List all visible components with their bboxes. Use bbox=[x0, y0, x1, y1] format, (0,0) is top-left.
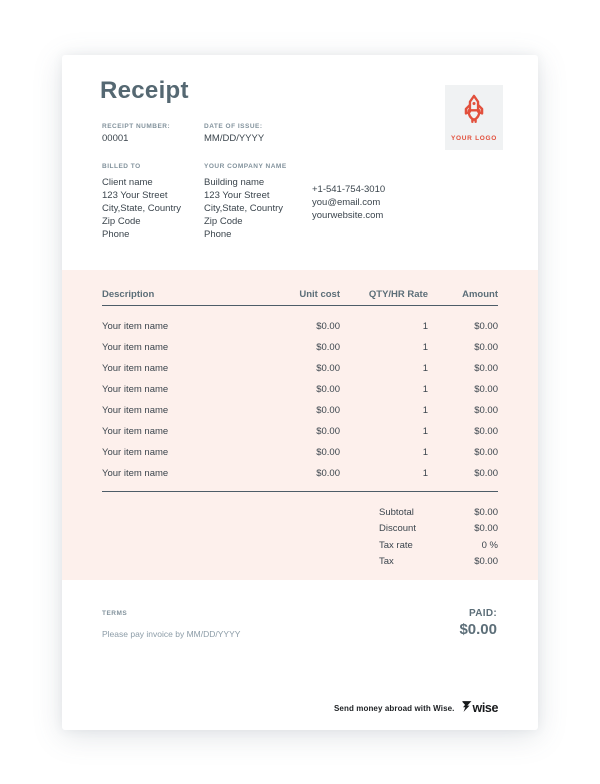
address-line: Zip Code bbox=[204, 216, 243, 227]
item-qty: 1 bbox=[422, 342, 428, 353]
item-qty: 1 bbox=[422, 405, 428, 416]
item-unit-cost: $0.00 bbox=[316, 342, 340, 353]
item-amount: $0.00 bbox=[474, 426, 498, 437]
date-of-issue-block bbox=[204, 123, 264, 144]
item-description: Your item name bbox=[102, 447, 169, 458]
table-row bbox=[102, 442, 498, 463]
item-unit-cost: $0.00 bbox=[316, 426, 340, 437]
totals-row bbox=[102, 521, 498, 538]
item-qty: 1 bbox=[422, 384, 428, 395]
billed-to-lines bbox=[102, 176, 181, 241]
item-description: Your item name bbox=[102, 321, 169, 332]
date-of-issue-label: DATE OF ISSUE: bbox=[204, 123, 263, 130]
item-amount: $0.00 bbox=[474, 447, 498, 458]
address-line: 123 Your Street bbox=[102, 190, 168, 201]
logo-placeholder bbox=[445, 85, 503, 150]
paid-amount: $0.00 bbox=[459, 621, 497, 638]
contact-line: yourwebsite.com bbox=[312, 210, 384, 221]
item-description: Your item name bbox=[102, 342, 169, 353]
item-qty: 1 bbox=[422, 363, 428, 374]
item-description: Your item name bbox=[102, 363, 169, 374]
totals-label: Tax rate bbox=[379, 539, 413, 551]
address-line: City,State, Country bbox=[102, 203, 182, 214]
item-amount: $0.00 bbox=[474, 384, 498, 395]
your-logo-label: YOUR LOGO bbox=[450, 135, 498, 142]
wise-logo bbox=[462, 699, 499, 717]
column-unit-cost: Unit cost bbox=[299, 289, 340, 300]
address-line: 123 Your Street bbox=[204, 190, 270, 201]
table-row bbox=[102, 379, 498, 400]
wise-wordmark: wise bbox=[472, 701, 498, 715]
items-band bbox=[62, 270, 538, 580]
rocket-icon bbox=[461, 93, 488, 129]
contact-line: you@email.com bbox=[312, 197, 381, 208]
terms-label: TERMS bbox=[102, 610, 128, 617]
terms-text: Please pay invoice by MM/DD/YYYY bbox=[102, 629, 241, 639]
totals-value: $0.00 bbox=[474, 523, 498, 535]
address-line: Building name bbox=[204, 177, 265, 188]
address-line: Zip Code bbox=[102, 216, 141, 227]
item-unit-cost: $0.00 bbox=[316, 405, 340, 416]
address-line: Phone bbox=[102, 229, 130, 240]
receipt-number-label: RECEIPT NUMBER: bbox=[102, 123, 171, 130]
address-line: City,State, Country bbox=[204, 203, 284, 214]
totals-label: Tax bbox=[379, 556, 394, 568]
item-amount: $0.00 bbox=[474, 342, 498, 353]
company-block bbox=[204, 163, 287, 241]
totals-value: 0 % bbox=[481, 539, 498, 551]
contact-line: +1-541-754-3010 bbox=[312, 184, 386, 195]
receipt-number-block bbox=[102, 123, 170, 144]
item-unit-cost: $0.00 bbox=[316, 363, 340, 374]
address-line: Phone bbox=[204, 229, 232, 240]
column-amount: Amount bbox=[462, 289, 498, 300]
totals-block bbox=[102, 504, 498, 570]
item-qty: 1 bbox=[422, 426, 428, 437]
item-description: Your item name bbox=[102, 384, 169, 395]
wise-flag-icon bbox=[462, 699, 472, 717]
billed-to-block bbox=[102, 163, 181, 241]
item-amount: $0.00 bbox=[474, 363, 498, 374]
item-unit-cost: $0.00 bbox=[316, 447, 340, 458]
item-amount: $0.00 bbox=[474, 405, 498, 416]
item-description: Your item name bbox=[102, 468, 169, 479]
paid-label: PAID: bbox=[469, 608, 497, 619]
totals-row bbox=[102, 504, 498, 521]
table-row bbox=[102, 316, 498, 337]
item-amount: $0.00 bbox=[474, 321, 498, 332]
contact-lines bbox=[312, 183, 385, 222]
table-row bbox=[102, 400, 498, 421]
item-unit-cost: $0.00 bbox=[316, 468, 340, 479]
totals-divider bbox=[102, 491, 498, 492]
item-amount: $0.00 bbox=[474, 468, 498, 479]
totals-row bbox=[102, 537, 498, 554]
column-description: Description bbox=[102, 289, 155, 300]
item-unit-cost: $0.00 bbox=[316, 384, 340, 395]
items-table-rows bbox=[102, 316, 498, 484]
item-qty: 1 bbox=[422, 321, 428, 332]
billed-to-label: BILLED TO bbox=[102, 163, 141, 170]
totals-value: $0.00 bbox=[474, 506, 498, 518]
totals-row bbox=[102, 554, 498, 571]
column-qty-hr-rate: QTY/HR Rate bbox=[368, 289, 428, 300]
item-qty: 1 bbox=[422, 447, 428, 458]
address-line: Client name bbox=[102, 177, 153, 188]
table-row bbox=[102, 421, 498, 442]
items-table-header bbox=[102, 288, 498, 306]
company-name-label: YOUR COMPANY NAME bbox=[204, 163, 287, 170]
totals-label: Subtotal bbox=[379, 506, 414, 518]
totals-value: $0.00 bbox=[474, 556, 498, 568]
totals-label: Discount bbox=[379, 523, 416, 535]
item-unit-cost: $0.00 bbox=[316, 321, 340, 332]
item-qty: 1 bbox=[422, 468, 428, 479]
item-description: Your item name bbox=[102, 405, 169, 416]
receipt-page bbox=[62, 55, 538, 730]
receipt-number-value: 00001 bbox=[102, 133, 129, 144]
item-description: Your item name bbox=[102, 426, 169, 437]
table-row bbox=[102, 337, 498, 358]
wise-tagline: Send money abroad with Wise. bbox=[333, 703, 455, 713]
table-row bbox=[102, 358, 498, 379]
page-title: Receipt bbox=[100, 77, 189, 104]
brand-footer bbox=[334, 699, 498, 717]
company-lines bbox=[204, 176, 287, 241]
contact-block bbox=[312, 177, 385, 222]
table-row bbox=[102, 463, 498, 484]
date-of-issue-value: MM/DD/YYYY bbox=[204, 133, 265, 144]
